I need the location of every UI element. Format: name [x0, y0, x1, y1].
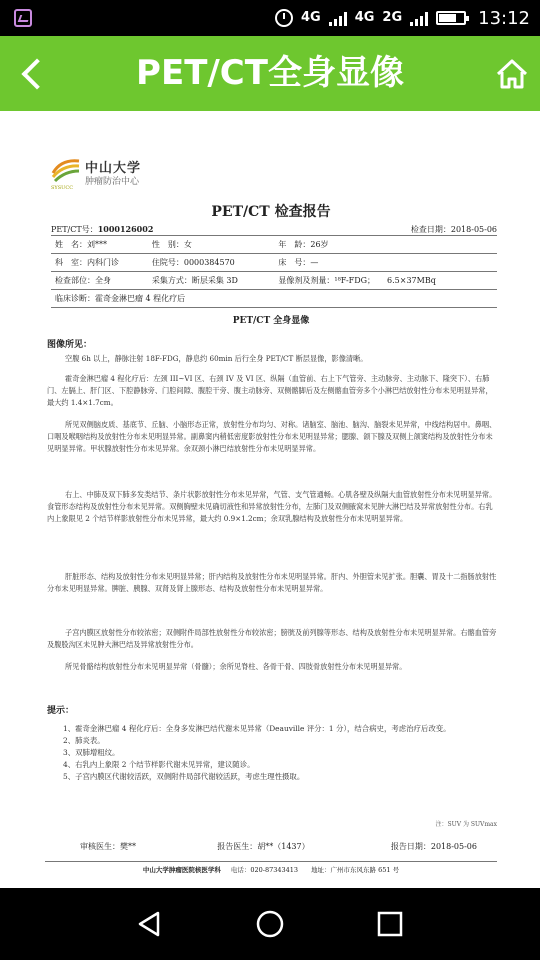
- home-button[interactable]: [492, 54, 532, 94]
- signal-icon-2: [410, 10, 428, 26]
- findings-paragraph: 所见双侧脑皮质、基底节、丘脑、小脑形态正常，放射性分布均匀、对称。诸脑室、脑池、脑沟、脑裂未见异常，中线结构居中。鼻咽、口咽及喉咽结构及放射性分布未见明显异常。副鼻窦内稍低密度影放射性分布未见明显异常；腮腺、颌下腺及双侧上颌窦结构及放射性分布未见明显异常。甲状腺放射性分布未见异常。余双颈小淋巴结放射性分布未见明显异常。: [47, 420, 497, 453]
- hospital-logo-icon: [51, 155, 81, 185]
- info-cell: 采集方式：断层采集 3D: [148, 272, 275, 290]
- table-row: [51, 236, 497, 254]
- status-bar: [0, 0, 540, 36]
- info-cell: 住院号：0000384570: [148, 254, 275, 272]
- app-bar: [0, 36, 540, 111]
- signal-icon: [329, 10, 347, 26]
- hospital-subname: 肿瘤防治中心: [85, 177, 140, 187]
- status-right: [275, 0, 530, 36]
- reviewer: 审核医生：樊**: [80, 842, 136, 851]
- tips-list: [63, 723, 497, 783]
- footer-contact: 电话：020-87343413 地址：广州市东风东路 651 号: [230, 866, 400, 874]
- info-cell: 年 龄：26岁: [274, 236, 497, 254]
- battery-icon: [436, 11, 466, 25]
- info-cell: 姓 名：刘***: [51, 236, 148, 254]
- footer-org: 中山大学肿瘤医院核医学科: [142, 866, 221, 874]
- nav-back-icon[interactable]: [134, 908, 166, 940]
- report-title: PET/CT 检查报告: [211, 204, 331, 220]
- nav-recent-icon[interactable]: [374, 908, 406, 940]
- battery-level: [439, 14, 456, 22]
- navigation-bar: [0, 888, 540, 960]
- findings-label: 图像所见：: [47, 340, 93, 350]
- findings-paragraph: 子宫内膜区放射性分布较浓密；双侧附件局部性放射性分布较浓密；膀胱及前列腺等形态、结构及放射性分布未见明显异常。右髂血管旁及腹股沟区未见肿大淋巴结及异常放射性分布。: [47, 628, 497, 649]
- findings-paragraph: 所见骨骼结构放射性分布未见明显异常（骨髓）；余所见脊柱、各骨干骨、四肢骨放射性分布未见明显异常。: [65, 662, 407, 671]
- report-date: 报告日期：2018-05-06: [390, 842, 477, 851]
- tip-item: 4、右乳内上象限 2 个结节样影代谢未见异常，建议随诊。: [63, 760, 255, 769]
- network-indicator-1: 4G: [300, 10, 321, 25]
- table-row: [51, 272, 497, 290]
- reporter: 报告医生：胡**（1437）: [217, 842, 310, 851]
- tip-item: 5、子宫内膜区代谢较活跃，双侧附件局部代谢较活跃，考虑生理性摄取。: [63, 772, 305, 781]
- home-icon: [492, 54, 532, 94]
- report-meta: [51, 224, 497, 235]
- info-cell: 临床诊断：霍奇金淋巴瘤 4 程化疗后: [51, 290, 497, 308]
- table-row: [51, 254, 497, 272]
- exam-date-label: 检查日期：: [410, 225, 451, 234]
- hospital-name: 中山大学: [85, 161, 142, 176]
- tip-item: 2、肺炎表。: [63, 736, 105, 745]
- info-cell: 床 号：—: [274, 254, 497, 272]
- tips-label: 提示：: [47, 706, 75, 716]
- petct-number: [51, 224, 153, 235]
- signature-row: [80, 841, 477, 852]
- tip-item: 3、双肺增粗纹。: [63, 748, 120, 757]
- findings-paragraph: 霍奇金淋巴瘤 4 程化疗后：左颈 III~VI 区、右颈 IV 及 VI 区、纵隔（血管前、右上下气管旁、主动脉旁、主动脉下、隆突下）、右肺门、左膈上、肝门区、下腔静脉旁、门腔间隙、腹腔干旁、腹主动脉旁、双侧髂脚后及左侧髂血管旁多个小淋巴结放射性分布未见明显异常，最大约 1.4×1.7cm。: [47, 374, 493, 407]
- network-indicator-3: 2G: [382, 10, 403, 25]
- gallery-notification-icon: [14, 9, 32, 27]
- exam-date-value: 2018-05-06: [450, 225, 497, 234]
- petct-number-label: PET/CT号：: [51, 225, 98, 234]
- footnote: 注：SUV 为 SUVmax: [435, 821, 497, 828]
- clock: 13:12: [478, 7, 530, 29]
- table-row: [51, 290, 497, 308]
- exam-date: [411, 224, 497, 235]
- info-cell: 显像剂及剂量：¹⁸F-FDG； 6.5×37MBq: [274, 272, 497, 290]
- hospital-logo: [51, 155, 171, 191]
- nav-home-icon[interactable]: [254, 908, 286, 940]
- findings-paragraph: 右上、中肺及双下肺多发类结节、条片状影放射性分布未见异常，气管、支气管通畅。心肌各壁及纵隔大血管放射性分布未见明显异常。食管形态结构及放射性分布未见异常。双侧胸壁未见确切液性和异常放射性分布，左肺门及双侧腋窝未见肿大淋巴结及异常放射性分布。右乳内上象限见 2 个结节样影放射性分布未见异常，最大约 0.9×1.2cm；余双乳腺结构及放射性分布未见明显异常。: [47, 490, 497, 523]
- patient-info-table: [51, 235, 497, 308]
- report-footer: [45, 861, 497, 874]
- info-cell: 检查部位：全身: [51, 272, 148, 290]
- findings-paragraph: 肝脏形态、结构及放射性分布未见明显异常；肝内结构及放射性分布未见明显异常。肝内、外胆管未见扩张。胆囊、胃及十二指肠放射性分布未见明显异常。脾脏、胰腺、双肾及肾上腺形态、结构及放射性分布未见明显异常。: [47, 572, 497, 593]
- section-title: PET/CT 全身显像: [232, 316, 310, 326]
- info-cell: 性 别：女: [148, 236, 275, 254]
- hospital-abbr: SYSUCC: [51, 185, 74, 191]
- network-indicator-2: 4G: [354, 10, 375, 25]
- petct-number-value: 1000126002: [97, 224, 154, 234]
- alarm-icon: [275, 9, 293, 27]
- findings-paragraph: 空腹 6h 以上，静脉注射 18F-FDG，静息约 60min 后行全身 PET/CT 断层显像，影像清晰。: [65, 354, 368, 363]
- tip-item: 1、霍奇金淋巴瘤 4 程化疗后：全身多发淋巴结代谢未见异常（Deauville 评分：1 分），结合病史，考虑治疗后改变。: [63, 724, 451, 733]
- report-view[interactable]: [0, 111, 540, 888]
- info-cell: 科 室：内科门诊: [51, 254, 148, 272]
- page-title: PET/CT全身显像: [136, 53, 404, 93]
